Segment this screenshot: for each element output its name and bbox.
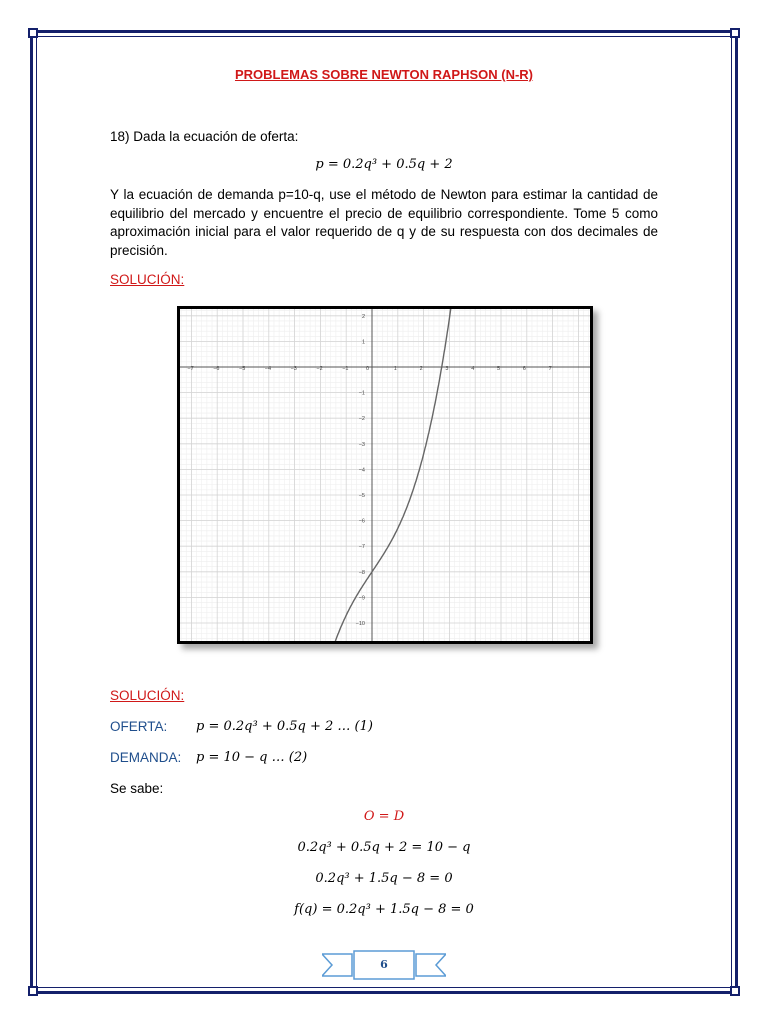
equation-o-equals-d: O = D [363,809,405,824]
y-tick-label: −1 [358,390,365,397]
y-tick-label: −5 [358,493,365,499]
corner-ornament [28,986,38,996]
se-sabe: Se sabe: [110,781,164,796]
x-tick-label: −3 [290,366,297,372]
equation-step-3: f(q) = 0.2q³ + 1.5q − 8 = 0 [294,902,474,917]
x-tick-label: 1 [393,366,397,372]
y-tick-label: −8 [358,569,365,576]
oferta-equation: p = 0.2q³ + 0.5q + 2 … (1) [196,719,373,734]
page-number: 6 [380,958,388,971]
y-tick-label: −4 [358,467,365,474]
y-tick-label: −2 [358,416,365,423]
x-tick-label: 0 [366,366,370,372]
oferta-label: OFERTA: [110,719,168,734]
supply-equation: p = 0.2q³ + 0.5q + 2 [315,157,453,172]
x-tick-label: −5 [239,366,246,372]
equation-step-2: 0.2q³ + 1.5q − 8 = 0 [315,871,453,886]
page-title: PROBLEMAS SOBRE NEWTON RAPHSON (N-R) [234,67,534,82]
corner-ornament [730,28,740,38]
x-tick-label: −6 [213,366,220,372]
x-tick-label: −4 [264,366,272,372]
y-tick-label: −6 [358,518,365,525]
solution-heading: SOLUCIÓN: [110,272,185,287]
x-tick-label: 3 [445,366,449,372]
problem-paragraph: Y la ecuación de demanda p=10-q, use el método de Newton para estimar la cantidad de equilibrio del mercado y encuentre el precio de equilibrio correspondiente. Tome 5 como aproximación inicial para el valor requerido de q y de su respuesta con dos decimales de precisión. [110,187,658,258]
corner-ornament [730,986,740,996]
solution-heading-2: SOLUCIÓN: [110,688,185,703]
x-tick-label: −7 [187,366,194,372]
x-tick-label: −2 [316,366,323,372]
y-tick-label: −3 [358,441,365,448]
y-tick-label: −10 [355,621,365,627]
graph-canvas [180,309,590,641]
function-graph [177,306,593,644]
y-tick-label: 1 [361,339,365,346]
x-tick-label: 5 [497,366,501,372]
demanda-label: DEMANDA: [110,750,182,765]
x-tick-label: 2 [419,366,423,372]
y-tick-label: 2 [361,313,365,320]
page-number-banner [352,950,416,980]
y-tick-label: −9 [358,595,365,602]
corner-ornament [28,28,38,38]
y-tick-label: −7 [358,544,365,551]
equation-step-1: 0.2q³ + 0.5q + 2 = 10 − q [297,840,471,855]
problem-intro: 18) Dada la ecuación de oferta: [110,129,299,144]
x-tick-label: 6 [522,366,526,372]
x-tick-label: −1 [342,366,349,372]
x-tick-label: 4 [471,366,475,372]
demanda-equation: p = 10 − q … (2) [196,750,308,765]
x-tick-label: 7 [548,366,552,372]
